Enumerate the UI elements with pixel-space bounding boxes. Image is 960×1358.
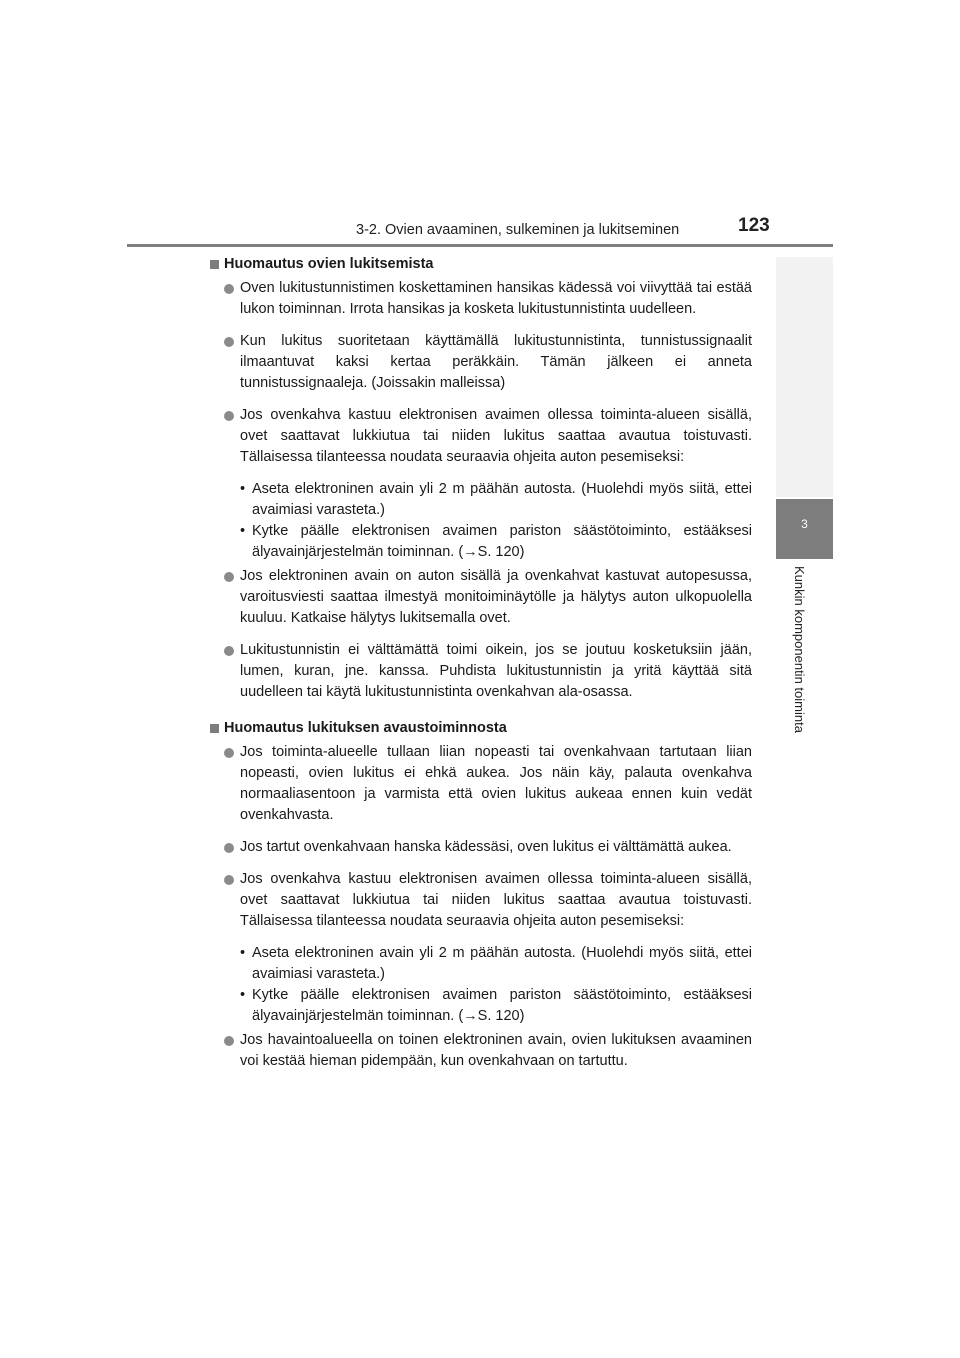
dot-marker-icon: •: [240, 481, 246, 497]
list-item-text: Jos elektroninen avain on auton sisällä ja ovenkahvat kastuvat autopesussa, varoitusviesti saattaa ilmestyä monitoiminäytölle ja hälytys auton ulkopuolella kuuluu. Katkaise hälytys lukitsemalla ovet.: [240, 568, 752, 626]
sub-list: [210, 479, 752, 563]
list-item-text: Jos havaintoalueella on toinen elektroninen avain, ovien lukituksen avaaminen voi kestää hieman pidempään, kun ovenkahvaan on tartuttu.: [240, 1032, 752, 1069]
circle-bullet-icon: [224, 843, 234, 853]
circle-bullet-icon: [224, 337, 234, 347]
page-number: 123: [738, 215, 770, 236]
list-item-text: Jos toiminta-alueelle tullaan liian nopeasti tai ovenkahvaan tartutaan liian nopeasti, ovien lukitus ei ehkä aukea. Jos näin käy, palauta ovenkahva normaaliasentoon ja varmista että ovien lukitus aukeaa ennen kuin vedät ovenkahvasta.: [240, 744, 752, 823]
sub-list: [210, 943, 752, 1027]
section-heading: [210, 718, 752, 739]
spacer: [210, 932, 752, 943]
circle-bullet-icon: [224, 572, 234, 582]
header-rule: [127, 244, 833, 247]
sub-list-item-text: Aseta elektroninen avain yli 2 m päähän autosta. (Huolehdi myös siitä, ettei avaimiasi varasteta.): [252, 481, 752, 518]
sub-list-item: [210, 521, 752, 563]
chapter-label: Kunkin komponentin toiminta: [792, 566, 807, 733]
circle-bullet-icon: [224, 646, 234, 656]
list-item: [210, 837, 752, 858]
list-item-text: Lukitustunnistin ei välttämättä toimi oikein, jos se joutuu kosketuksiin jään, lumen, kuran, jne. kanssa. Puhdista lukitustunnistin ja yritä käyttää sitä uudelleen tai käytä lukitustunnistinta ovenkahvan ala-osassa.: [240, 642, 752, 700]
list-item: [210, 640, 752, 703]
list-item-text: Jos ovenkahva kastuu elektronisen avaimen ollessa toiminta-alueen sisällä, ovet saattavat lukkiutua tai niiden lukitus saattaa avautua toistuvasti. Tällaisessa tilanteessa noudata seuraavia ohjeita auton pesemiseksi:: [240, 407, 752, 465]
circle-bullet-icon: [224, 875, 234, 885]
section-heading: [210, 254, 752, 275]
list-item: [210, 869, 752, 932]
page-content: [210, 254, 752, 1083]
sub-list-item-text: Kytke päälle elektronisen avaimen pariston säästötoiminto, estääksesi älyavainjärjestelmän toiminnan. (→S. 120): [252, 987, 752, 1024]
list-item: [210, 566, 752, 629]
list-item-text: Jos ovenkahva kastuu elektronisen avaimen ollessa toiminta-alueen sisällä, ovet saattavat lukkiutua tai niiden lukitus saattaa avautua toistuvasti. Tällaisessa tilanteessa noudata seuraavia ohjeita auton pesemiseksi:: [240, 871, 752, 929]
circle-bullet-icon: [224, 284, 234, 294]
sub-list-item: [210, 943, 752, 985]
list-item-text: Oven lukitustunnistimen koskettaminen hansikas kädessä voi viivyttää tai estää lukon toiminnan. Irrota hansikas ja kosketa lukitustunnistinta uudelleen.: [240, 280, 752, 317]
square-bullet-icon: [210, 260, 219, 269]
chapter-tab: [776, 499, 833, 559]
list-item-text: Kun lukitus suoritetaan käyttämällä lukitustunnistinta, tunnistussignaalit ilmaantuvat kaksi kertaa peräkkäin. Tämän jälkeen ei anneta tunnistussignaaleja. (Joissakin malleissa): [240, 333, 752, 391]
list-item: [210, 742, 752, 826]
sub-list-item-text: Aseta elektroninen avain yli 2 m päähän autosta. (Huolehdi myös siitä, ettei avaimiasi varasteta.): [252, 945, 752, 982]
list-item-text: Jos tartut ovenkahvaan hanska kädessäsi, oven lukitus ei välttämättä aukea.: [240, 839, 732, 855]
section-title: 3-2. Ovien avaaminen, sulkeminen ja lukitseminen: [356, 222, 680, 238]
dot-marker-icon: •: [240, 523, 246, 539]
square-bullet-icon: [210, 724, 219, 733]
list-item: [210, 405, 752, 468]
spacer: [210, 468, 752, 479]
chapter-number: 3: [801, 517, 808, 531]
circle-bullet-icon: [224, 1036, 234, 1046]
section-heading-text: Huomautus ovien lukitsemista: [224, 256, 434, 272]
circle-bullet-icon: [224, 411, 234, 421]
dot-marker-icon: •: [240, 945, 246, 961]
sub-list-item: [210, 985, 752, 1027]
dot-marker-icon: •: [240, 987, 246, 1003]
section-heading-text: Huomautus lukituksen avaustoiminnosta: [224, 720, 507, 736]
sub-list-item: [210, 479, 752, 521]
circle-bullet-icon: [224, 748, 234, 758]
side-tab-background: [776, 257, 833, 497]
list-item: [210, 278, 752, 320]
list-item: [210, 1030, 752, 1072]
list-item: [210, 331, 752, 394]
sub-list-item-text: Kytke päälle elektronisen avaimen pariston säästötoiminto, estääksesi älyavainjärjestelmän toiminnan. (→S. 120): [252, 523, 752, 560]
